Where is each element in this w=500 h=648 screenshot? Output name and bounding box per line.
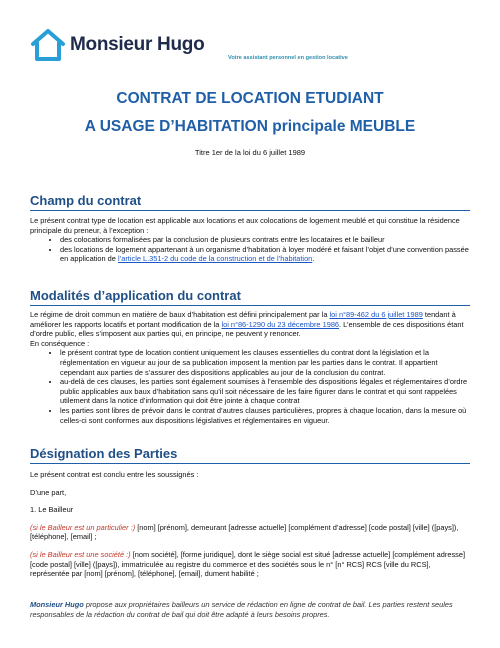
document-title-line2: A USAGE D’HABITATION principale MEUBLE [84, 118, 416, 135]
conditional-note: (si le Bailleur est une société :) [30, 549, 131, 559]
paragraph: Le présent contrat type de location est applicable aux locations et aux colocations de logement meublé et qui constitue la résidence principale du preneur, à l’exception : [30, 216, 460, 235]
legal-link-loi-89-462[interactable]: loi n°89-462 du 6 juillet 1989 [329, 310, 423, 319]
paragraph: Le présent contrat est conclu entre les soussignés : [30, 470, 199, 479]
tagline: Votre assistant personnel en gestion locative [228, 55, 348, 61]
list-item: • des colocations formalisées par la conclusion de plusieurs contrats entre les locataires et le bailleur [60, 235, 470, 245]
section-divider [30, 210, 470, 211]
paragraph: D’une part, [30, 487, 67, 497]
list-item: • des locations de logement appartenant à un organisme d’habitation à loyer modéré et faisant l’objet d’une convention passée en application de l’article L.351-2 du code de la construction et de l’habitation. [60, 245, 470, 264]
paragraph: 1. Le Bailleur [30, 505, 74, 515]
monsieur-hugo-logo[interactable] [30, 28, 204, 62]
list-item: • le présent contrat type de location contient uniquement les clauses essentielles du contrat dont la législation et la réglementation en vigueur au jour de sa publication imposent la mention par les parties dans le contrat. Il appartient cependant aux parties de s’assurer des dispositions applicables au jour de la conclusion du contrat. [60, 348, 470, 377]
conditional-note: (si le Bailleur est un particulier :) [30, 522, 136, 532]
paragraph: (si le Bailleur est une société :) [nom société], [forme juridique], dont le siège social est situé [adresse actuelle] [complément adresse] [code postal] [ville] ([pays]), immatriculée au registre du commerce et des sociétés sous le n° [n° RCS] RCS [ville du RCS], représentée par [nom] [prénom], [téléphone], [email], dument habilité ; [30, 549, 466, 579]
legal-link-loi-86-1290[interactable]: loi n°86-1290 du 23 décembre 1986 [221, 319, 340, 329]
footer-brand: Monsieur Hugo [30, 600, 84, 609]
section-champ-body [30, 216, 470, 264]
legal-link-l351-2[interactable]: l’article L.351-2 du code de la construction et de l’habitation [117, 254, 313, 264]
house-icon [30, 28, 66, 62]
section-heading-modalites: Modalités d’application du contrat [30, 288, 241, 303]
list-item: • au-delà de ces clauses, les parties sont également soumises à l’ensemble des dispositions légales et réglementaires d’ordre public applicables aux baux d’habitation sans qu’il soit nécessaire de les faire figurer dans le contrat et qui sont rappelées utilement dans la notice d’information qui doit être jointe à chaque contrat [60, 377, 470, 406]
paragraph: (si le Bailleur est un particulier :) [nom] [prénom], demeurant [adresse actuelle] [complément d’adresse] [code postal] [ville] ([pays]), [téléphone], [email] ; [30, 522, 459, 542]
brand-name: Monsieur Hugo [70, 34, 205, 55]
section-divider [30, 305, 470, 306]
section-heading-champ: Champ du contrat [30, 193, 142, 208]
section-modalites-body [30, 310, 470, 425]
document-subtitle: Titre 1er de la loi du 6 juillet 1989 [194, 148, 306, 157]
section-heading-parties: Désignation des Parties [30, 446, 178, 461]
paragraph: Le régime de droit commun en matière de baux d’habitation est défini principalement par la loi n°89-462 du 6 juillet 1989 tendant à améliorer les rapports locatifs et portant modification de la loi n°86-1290 du 23 décembre 1986. L’ensemble de ces dispositions étant d’ordre public, elles s’imposent aux parties qui, en principe, ne peuvent y renoncer. [30, 310, 464, 339]
paragraph: En conséquence : [30, 338, 90, 348]
footer-disclaimer: Monsieur Hugo propose aux propriétaires bailleurs un service de rédaction en ligne de contrat de bail. Les parties restent seules responsables de la rédaction du contrat de bail qui doit être adapté à leurs besoins propres. [30, 600, 453, 619]
document-title-line1: CONTRAT DE LOCATION ETUDIANT [116, 90, 384, 107]
section-divider [30, 463, 470, 464]
section-parties-body [30, 470, 470, 579]
list-item: • les parties sont libres de prévoir dans le contrat d’autres clauses particulières, propres à chaque location, dans la mesure où celles-ci sont conformes aux dispositions législatives et réglementaires en vigueur. [60, 406, 470, 425]
